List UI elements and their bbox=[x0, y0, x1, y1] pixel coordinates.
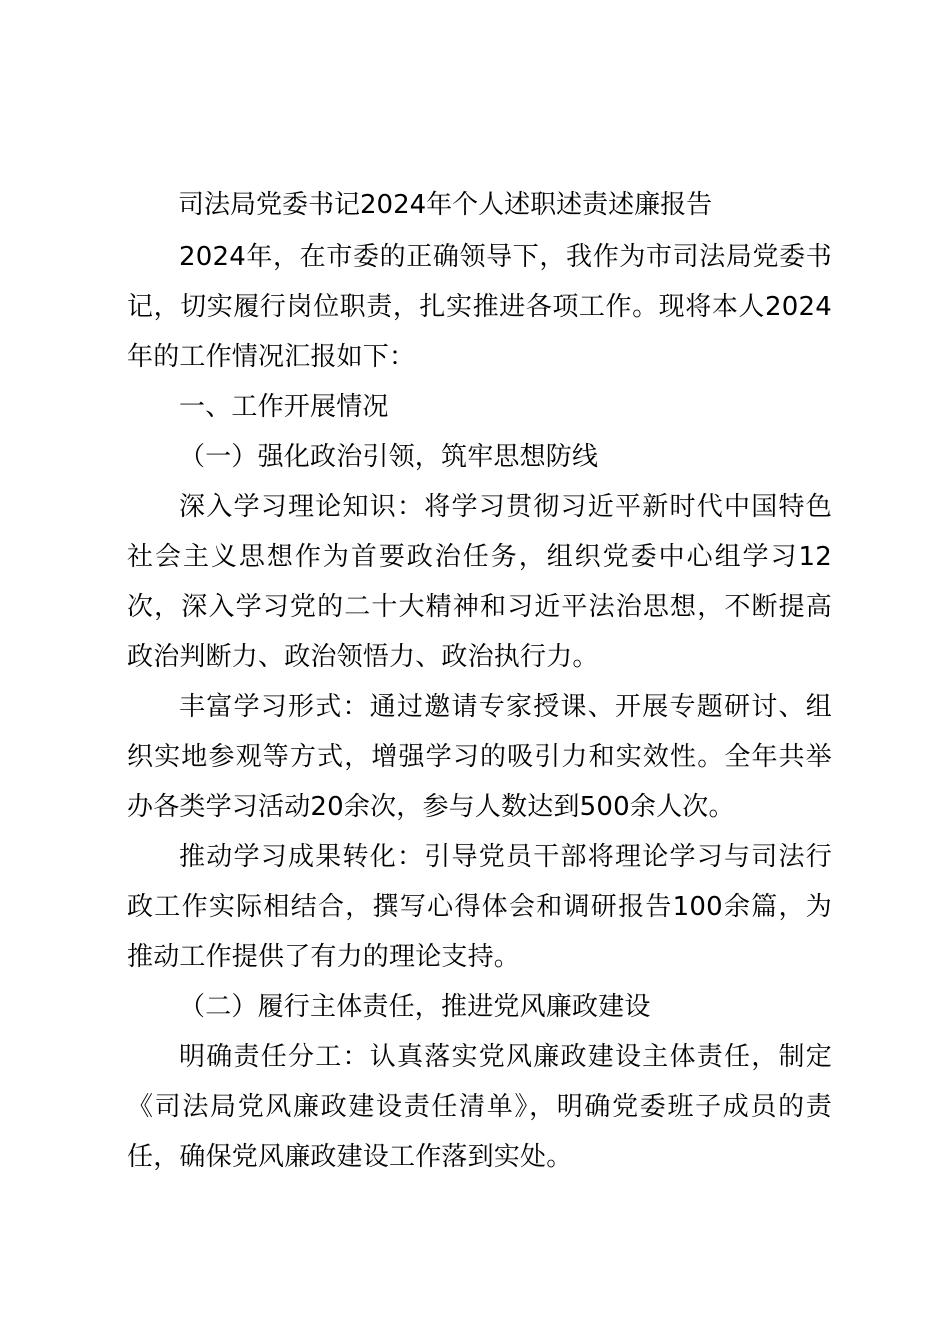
intro-paragraph: 2024年，在市委的正确领导下，我作为市司法局党委书记，切实履行岗位职责，扎实推进各项工作。现将本人2024年的工作情况汇报如下： bbox=[127, 242, 832, 372]
paragraph-theory-study: 深入学习理论知识：将学习贯彻习近平新时代中国特色社会主义思想作为首要政治任务，组织党委中心组学习12次，深入学习党的二十大精神和习近平法治思想，不断提高政治判断力、政治领悟力、政治执行力。 bbox=[127, 492, 832, 672]
subsection-heading-1: （一）强化政治引领，筑牢思想防线 bbox=[179, 442, 599, 472]
paragraph-study-results: 推动学习成果转化：引导党员干部将理论学习与司法行政工作实际相结合，撰写心得体会和调研报告100余篇，为推动工作提供了有力的理论支持。 bbox=[127, 842, 832, 972]
document-title: 司法局党委书记2024年个人述职述责述廉报告 bbox=[178, 190, 713, 220]
subsection-heading-2: （二）履行主体责任，推进党风廉政建设 bbox=[179, 992, 651, 1022]
document-body bbox=[127, 232, 832, 1182]
paragraph-study-forms: 丰富学习形式：通过邀请专家授课、开展专题研讨、组织实地参观等方式，增强学习的吸引力和实效性。全年共举办各类学习活动20余次，参与人数达到500余人次。 bbox=[127, 692, 832, 822]
section-heading-1: 一、工作开展情况 bbox=[179, 392, 389, 422]
paragraph-responsibility: 明确责任分工：认真落实党风廉政建设主体责任，制定《司法局党风廉政建设责任清单》，明确党委班子成员的责任，确保党风廉政建设工作落到实处。 bbox=[127, 1042, 832, 1172]
